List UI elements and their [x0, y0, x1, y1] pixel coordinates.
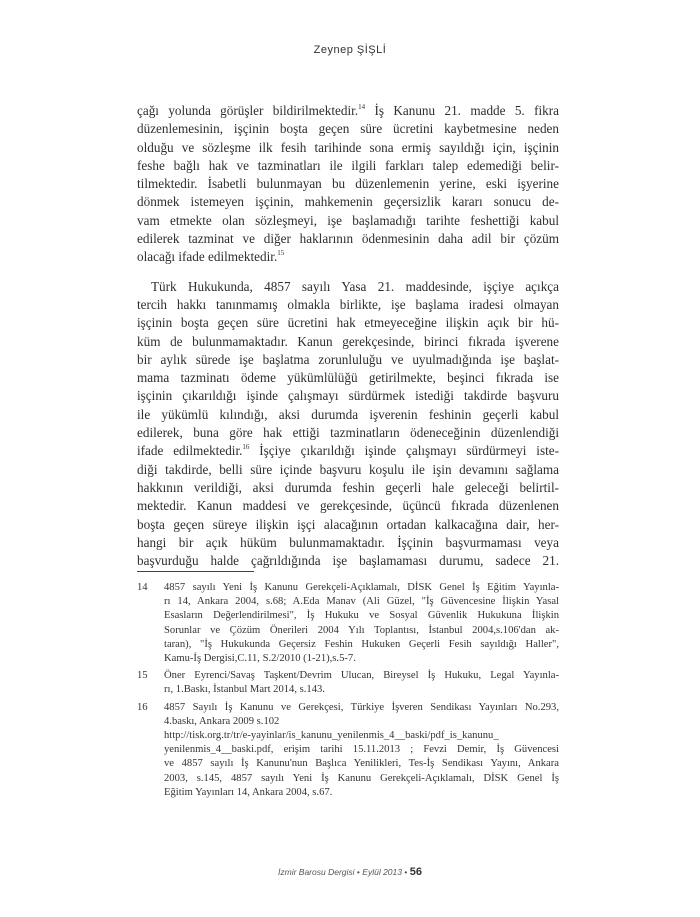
body-line: hakkının verildiği, aksi durumda feshin geçerli hale geleceği belirtil- [137, 479, 559, 495]
page-number: 56 [409, 866, 422, 878]
body-line: edilerek, buna göre hak ettiği tazminatların ödeneceğinin düzenlendiği [137, 425, 559, 441]
body-line: çağı yolunda görüşler bildirilmektedir.$^{14}$ İş Kanunu 21. madde 5. fikra [137, 103, 559, 118]
body-line: tilmektedir. İsabetli bulunmayan bu düzenlemenin yerine, eski işyerine [137, 176, 559, 192]
footnote-text: 4857 Sayılı İş Kanunu ve Gerekçesi, Türkiye İşveren Sendikası Yayınları No.293, 4.baskı, Ankara 2009 s.102 http://tisk.org.tr/tr/e-yayinlar/is_kanunu_yenilenmis_4__baski/pdf_is_kanunu_ yenilenmis_4__baski.pdf, erişim tarihi 15.11.2013 ; Fevzi Demir, İş Güvencesi ve 4857 sayılı İş Kanunu'nun Başlıca Yenilikleri, Tes-İş Sendikası Yayını, Ankara 2003, s.145, 4857 sayılı Yeni İş Kanunu Gerekçeli-Açıklamalı, DİSK Genel İş Eğitim Yayınları 14, Ankara 2004, s.67. [164, 701, 559, 798]
body-line: ifade edilmektedir.$^{16}$ İşçiye çıkarıldığı işinde çalışmayı sürdürmeyi iste- [137, 443, 559, 459]
body-line: ile yükümlü kılındığı, aksi durumda işverenin feshinin geçerli kabul [137, 406, 559, 422]
body-line: düzenlemesinin, işçinin boşta geçen süre ücretini kaybetmesine neden [137, 121, 559, 137]
body-line: küm de bulunmamaktadır. Kanun gerekçesinde, birinci fıkrada işverene [137, 333, 559, 349]
footnote-16 [137, 701, 559, 800]
footer-separator: • [356, 867, 360, 877]
body-line: mama tazminatı ödeme yükümlülüğü getirilmekte, beşinci fıkrada ise [137, 370, 559, 386]
body-line: vam etmekte olan sözleşmeyi, işe başlamadığı tarihte feshettiği kabul [137, 212, 559, 228]
body-line: başvurduğu halde çağrıldığında işe başlamaması durumu, sadece 21. [137, 553, 559, 569]
footnote-separator [137, 571, 254, 572]
page-footer [0, 866, 700, 878]
footnote-text: Öner Eyrenci/Savaş Taşkent/Devrim Ulucan, Bireysel İş Hukuku, Legal Yayınla- rı, 1.Baskı, İstanbul Mart 2014, s.143. [164, 670, 559, 696]
body-line: olacağı ifade edilmektedir.$^{15}$ [137, 249, 285, 265]
body-line: edilerek tazminat ve diğer haklarının ödenmesinin daha adil bir çözüm [137, 231, 559, 247]
footnote-number: 15 [137, 670, 148, 682]
body-line: Türk Hukukunda, 4857 sayılı Yasa 21. maddesinde, işçiye açıkça [151, 278, 559, 294]
body-line: feshe bağlı hak ve tazminatları ile ilgili farkları talep edemediği belir- [137, 157, 559, 173]
body-line: hangi bir açık hüküm bulunmamaktadır. İşçinin başvurmaması veya [137, 534, 559, 550]
body-line: işçinin boşta geçen süre ücretini hak etmeyeceğine ilişkin açık bir hü- [137, 315, 559, 331]
body-line: olduğu ve sözleşme ilk fesih tarihinde sona ermiş sayıldığı için, işçinin [137, 139, 559, 155]
footnote-ref-14[interactable]: 14 [358, 103, 366, 111]
body-line: tercih hakkı tanınmamış olmakla birlikte, işe başlama iradesi olmayan [137, 296, 559, 312]
footnote-ref-16[interactable]: 16 [242, 443, 250, 452]
footnote-number: 14 [137, 582, 148, 593]
footnote-text: 4857 sayılı Yeni İş Kanunu Gerekçeli-Açıklamalı, DİSK Genel İş Eğitim Yayınla- rı 14, Ankara 2004, s.68; A.Eda Manav (Ali Güzel, "İş Güvencesine İlişkin Yasal Esasların Değerlendirilmesi", İş Hukuku ve Sosyal Güvenlik Hukukuna İlişkin Sorunlar ve Çözüm Önerileri 2004 Yılı Toplantısı, İstanbul 2004,s.106'dan ak- taran), "İş Hukukunda Geçersiz Feshin Hukuken Geçerli Fesih sayıldığı Haller", Kamu-İş Dergisi,C.11, S.2/2010 (1-21),s.5-7. [164, 582, 559, 665]
body-line: dönmek istemeyen işçinin, mahkemenin geçersizlik kararı sonucu de- [137, 194, 559, 210]
footnote-14 [137, 581, 559, 666]
issue-date: Eylül 2013 [362, 867, 402, 877]
body-line: işçinin çıkarıldığı işinde çalışmayı sürdürmek istediği takdirde başvuru [137, 388, 559, 404]
body-line: boşta geçen süreye ilişkin işçi alacağının ortadan kalkacağına dair, her- [137, 516, 559, 532]
footnote-15 [137, 669, 559, 697]
running-header-author: Zeynep ŞİŞLİ [313, 44, 387, 56]
footnote-number: 16 [137, 701, 148, 713]
journal-name: İzmir Barosu Dergisi [278, 867, 355, 877]
footer-separator: • [404, 867, 408, 877]
body-line: mektedir. Kanun maddesi ve gerekçesinde, üçüncü fıkrada düzenlenen [137, 498, 559, 514]
footnote-ref-15[interactable]: 15 [277, 249, 285, 258]
body-line: bir aylık sürede işe başlatma zorunluluğu ve uyulmadığında işe başlat- [137, 351, 559, 367]
footnote-link[interactable]: http://tisk.org.tr/tr/e-yayinlar/is_kanunu_yenilenmis_4__baski/pdf_is_kanunu_ [164, 730, 499, 742]
body-line: diği takdirde, belli süre içinde başvuru koşulu ile işin devamını sağlama [137, 461, 559, 477]
main-body-text [137, 102, 559, 570]
footnotes [137, 581, 559, 803]
